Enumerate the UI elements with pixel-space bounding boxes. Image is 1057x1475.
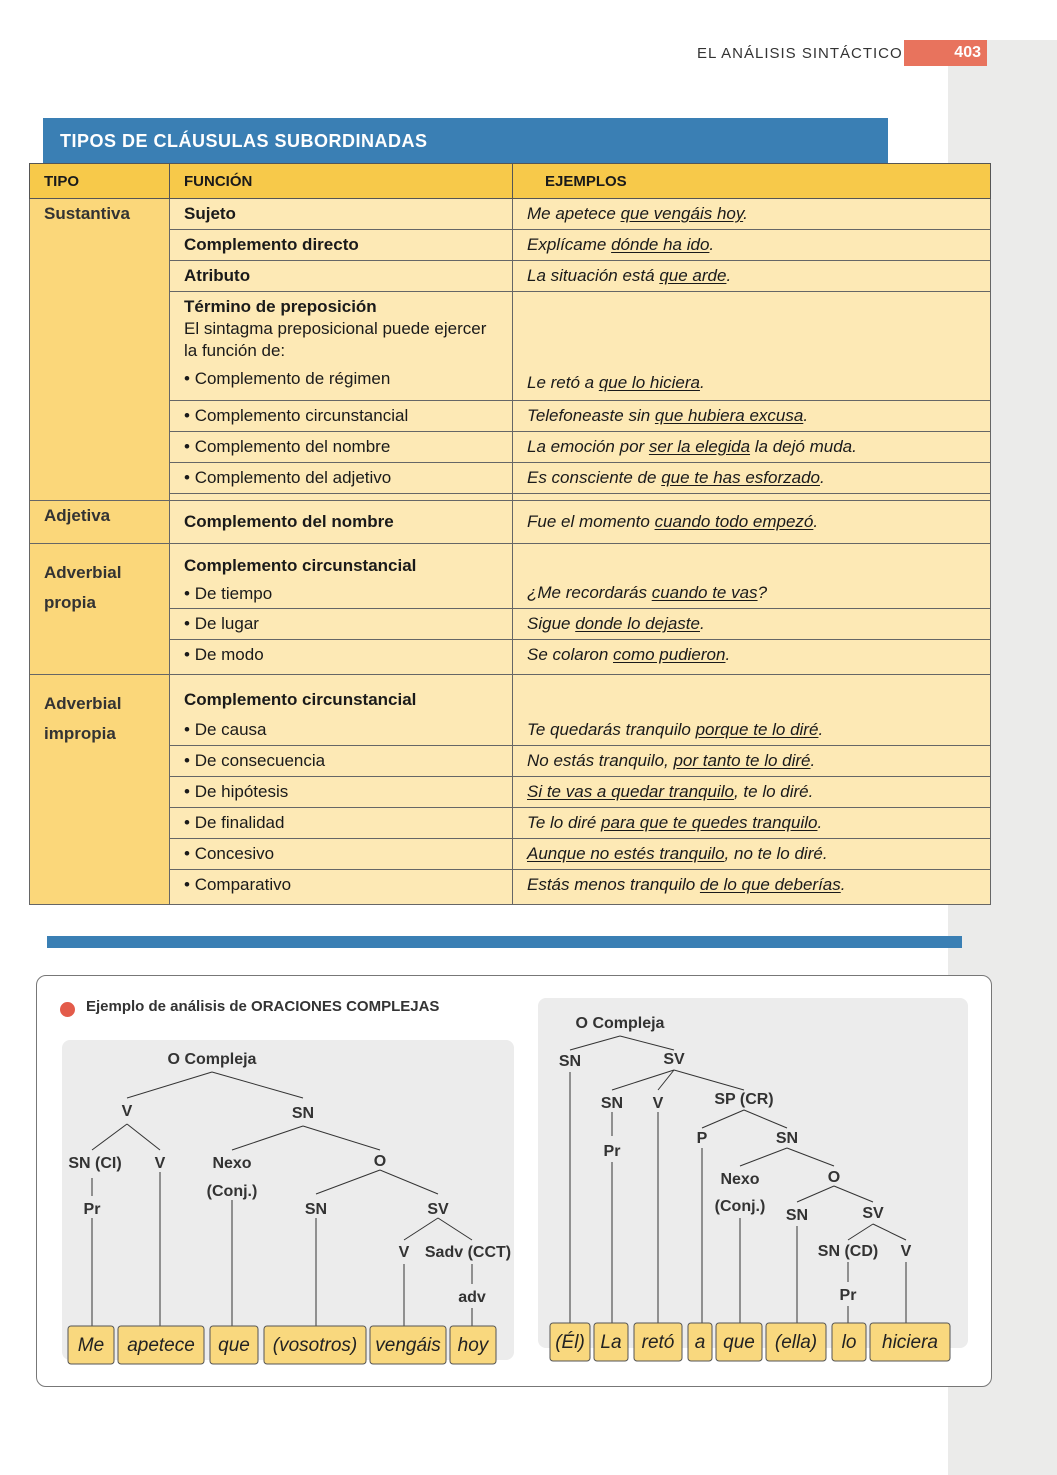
word-token: que (723, 1332, 755, 1353)
termino-title: Término de preposición (184, 297, 377, 316)
funcion-bullet: • De tiempo (184, 580, 498, 608)
funcion-bullet: • De consecuencia (170, 746, 513, 777)
tree2-node: V (900, 1243, 912, 1260)
ejemplo-cell: Se colaron como pudieron. (513, 640, 991, 675)
tipo-adjetiva: Adjetiva (30, 501, 170, 544)
funcion-bullet: • De causa (184, 715, 498, 745)
ejemplo-cell: Es consciente de que te has esforzado. (513, 463, 991, 494)
tree2-node: Nexo (720, 1171, 760, 1188)
ejemplo-cell: Fue el momento cuando todo empezó. (513, 501, 991, 544)
word-token: vengáis (375, 1335, 441, 1356)
word-token: retó (641, 1332, 675, 1353)
ejemplo-cell: Estás menos tranquilo de lo que deberías. (513, 870, 991, 905)
funcion-bullet: • Complemento de régimen (184, 362, 498, 396)
word-token: Me (77, 1335, 105, 1356)
word-token: (vosotros) (272, 1335, 358, 1356)
ejemplo-cell: Le retó a que lo hiciera. (513, 292, 991, 401)
tree1-node: Sadv (CCT) (424, 1244, 512, 1261)
funcion-bullet: • Complemento del nombre (170, 432, 513, 463)
funcion-cell: Complemento directo (170, 230, 513, 261)
tree2-node: SV (663, 1051, 685, 1068)
funcion-cell: Sujeto (170, 199, 513, 230)
ejemplo-cell: ¿Me recordarás cuando te vas? (513, 544, 991, 609)
page-number: 403 (904, 40, 987, 66)
tree1-node: V (121, 1103, 133, 1120)
funcion-bullet: • Complemento circunstancial (170, 401, 513, 432)
word-token: hoy (457, 1335, 489, 1356)
ejemplo-cell: Si te vas a quedar tranquilo, te lo diré. (513, 777, 991, 808)
word-token: hiciera (882, 1332, 938, 1353)
tree1-node: (Conj.) (206, 1183, 258, 1200)
funcion-bullet: • De finalidad (170, 808, 513, 839)
header-ejemplos: EJEMPLOS (513, 164, 991, 199)
funcion-bullet: • De modo (170, 640, 513, 675)
funcion-bullet: • Comparativo (170, 870, 513, 905)
ejemplo-cell: No estás tranquilo, por tanto te lo diré. (513, 746, 991, 777)
ejemplo-cell: Telefoneaste sin que hubiera excusa. (513, 401, 991, 432)
tree2-node: SN (600, 1095, 624, 1112)
tree-1-edges (92, 1072, 472, 1326)
funcion-bullet: • Concesivo (170, 839, 513, 870)
tree2-node: SN (775, 1130, 799, 1147)
tree1-node: V (398, 1244, 410, 1261)
word-token: apetece (127, 1335, 195, 1356)
tipo-adverbial-propia: Adverbial propia (30, 544, 170, 675)
tree2-node: O (827, 1169, 841, 1186)
tipo-adverbial-impropia: Adverbial impropia (30, 675, 170, 905)
tree2-node: (Conj.) (714, 1198, 766, 1215)
tree1-node: V (154, 1155, 166, 1172)
complemento-heading: Complemento circunstancial (184, 690, 417, 709)
ejemplo-cell: Me apetece que vengáis hoy. (513, 199, 991, 230)
example-title: Ejemplo de análisis de ORACIONES COMPLEJAS (86, 998, 440, 1015)
word-token: (Él) (555, 1332, 585, 1353)
tree1-node: adv (458, 1289, 486, 1306)
tree1-node: Nexo (212, 1155, 252, 1172)
ejemplo-cell: Sigue donde lo dejaste. (513, 609, 991, 640)
tree2-node: SP (CR) (714, 1091, 774, 1108)
ejemplo-cell: Aunque no estés tranquilo, no te lo diré. (513, 839, 991, 870)
word-token: (ella) (774, 1332, 818, 1353)
funcion-bullet: • Complemento del adjetivo (170, 463, 513, 494)
tree1-node: SN (304, 1201, 328, 1218)
funcion-bullet: • De hipótesis (170, 777, 513, 808)
funcion-cell: Complemento del nombre (170, 501, 513, 544)
tree1-node: SN (CI) (68, 1155, 122, 1172)
tipo-sustantiva: Sustantiva (30, 199, 170, 501)
tree2-node: Pr (839, 1287, 857, 1304)
termino-note: El sintagma preposicional puede ejercer la función de: (184, 319, 487, 360)
tree2-node: P (696, 1130, 708, 1147)
header-funcion: FUNCIÓN (170, 164, 513, 199)
tree1-root: O Compleja (167, 1051, 257, 1068)
tree2-node: SN (CD) (817, 1243, 879, 1260)
tree2-node: SN (558, 1053, 582, 1070)
header-tipo: TIPO (30, 164, 170, 199)
funcion-bullet: • De lugar (170, 609, 513, 640)
tree1-node: SN (291, 1105, 315, 1122)
tree1-node: SV (427, 1201, 449, 1218)
section-title: TIPOS DE CLÁUSULAS SUBORDINADAS (60, 131, 428, 151)
word-token: lo (841, 1332, 857, 1353)
tree2-node: Pr (603, 1143, 621, 1160)
ejemplo-cell: Te lo diré para que te quedes tranquilo. (513, 808, 991, 839)
word-token: a (694, 1332, 706, 1353)
tree1-node: Pr (83, 1201, 101, 1218)
word-token: La (600, 1332, 622, 1353)
ejemplo-cell: Explícame dónde ha ido. (513, 230, 991, 261)
tree2-node: SN (785, 1207, 809, 1224)
tree2-node: V (652, 1095, 664, 1112)
ejemplo-cell: Te quedarás tranquilo porque te lo diré. (513, 675, 991, 746)
complemento-heading: Complemento circunstancial (184, 556, 417, 575)
running-head: EL ANÁLISIS SINTÁCTICO (697, 45, 903, 62)
ejemplo-cell: La emoción por ser la elegida la dejó muda. (513, 432, 991, 463)
tree2-node: SV (862, 1205, 884, 1222)
funcion-cell: Atributo (170, 261, 513, 292)
tree2-root: O Compleja (575, 1015, 665, 1032)
ejemplo-cell: La situación está que arde. (513, 261, 991, 292)
word-token: que (218, 1335, 250, 1356)
tree1-node: O (373, 1153, 387, 1170)
